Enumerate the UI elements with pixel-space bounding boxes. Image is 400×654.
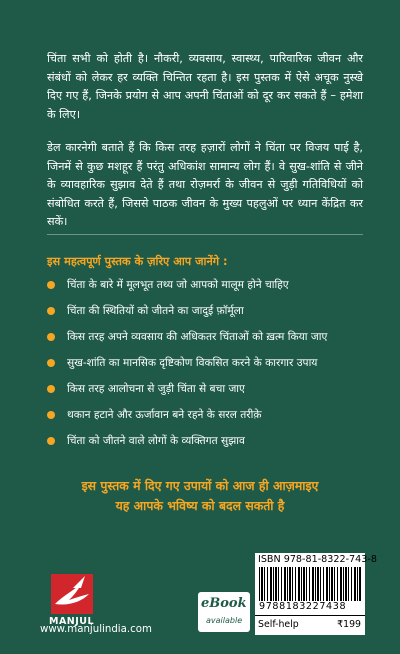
learn-list (47, 276, 377, 458)
bullet-dot-icon (47, 437, 55, 445)
publisher-name: MANJUL (49, 616, 95, 627)
list-item (47, 276, 377, 302)
barcode-block (255, 553, 377, 635)
intro-paragraph-2: डेल कारनेगी बताते हैं कि किस तरह हज़ारों लोगों ने चिंता पर विजय पाई है, जिनमें से कुछ मशहूर हैं परंतु अधिकांश सामान्य लोग हैं। वे सुख-शांति से जीने के व्यावहारिक सुझाव देते हैं तथा रोज़मर्रा के जीवन से जुड़ी गतिविधियों को संबोधित करते हैं, जिससे पाठक जीवन के मुख्य पहलुओं पर ध्यान केंद्रित कर सकें। (47, 141, 363, 229)
ebook-label: eBook (201, 596, 247, 611)
cta-line-2: यह आपके भविष्य को बदल सकती है (115, 498, 285, 513)
list-item-text: चिंता के बारे में मूलभूत तथ्य जो आपको मालूम होने चाहिए (67, 279, 289, 291)
list-item (47, 432, 377, 458)
barcode-number: 9788183227438 (259, 601, 347, 612)
list-item (47, 302, 377, 328)
list-item-text: चिंता की स्थितियों को जीतने का जादुई फ़ॉर्मूला (67, 305, 244, 317)
list-item-text: चिंता को जीतने वाले लोगों के व्यक्तिगत सुझाव (67, 435, 245, 447)
ebook-badge (198, 592, 250, 632)
barcode-divider (255, 615, 365, 616)
category-label: Self-help (258, 619, 299, 630)
bullet-dot-icon (47, 333, 55, 341)
list-item-text: सुख-शांति का मानसिक दृष्टिकोण विकसित करने के कारगार उपाय (67, 357, 318, 369)
isbn-text: ISBN 978-81-8322-743-8 (258, 554, 377, 565)
ebook-available-label: available (206, 616, 243, 625)
publisher-logo (43, 558, 133, 628)
intro-paragraph-1: चिंता सभी को होती है। नौकरी, व्यवसाय, स्वास्थ्य, पारिवारिक जीवन और संबंधों को लेकर हर व्यक्ति चिन्तित रहता है। इस पुस्तक में ऐसे अचूक नुस्खे दिए गए हैं, जिनके प्रयोग से आप अपनी चिंताओं को दूर कर सकते हैं – हमेशा के लिए। (47, 52, 363, 121)
publisher-logo-mark (51, 574, 93, 614)
bullet-dot-icon (47, 281, 55, 289)
section-divider (47, 234, 363, 235)
cta-line-1: इस पुस्तक में दिए गए उपायों को आज ही आज़माइए (81, 478, 319, 493)
bullet-dot-icon (47, 385, 55, 393)
learn-heading: इस महत्वपूर्ण पुस्तक के ज़रिए आप जानेंगे : (47, 255, 228, 268)
price-label: ₹199 (337, 619, 361, 630)
list-item (47, 354, 377, 380)
list-item (47, 328, 377, 354)
bullet-dot-icon (47, 359, 55, 367)
bullet-dot-icon (47, 411, 55, 419)
list-item-text: किस तरह अपने व्यवसाय की अधिकतर चिंताओं को ख़त्म किया जाए (67, 331, 328, 343)
barcode-icon (259, 567, 361, 601)
list-item (47, 406, 377, 432)
publisher-website[interactable]: www.manjulindia.com (40, 624, 152, 635)
bullet-dot-icon (47, 307, 55, 315)
list-item-text: किस तरह आलोचना से जुड़ी चिंता से बचा जाए (67, 383, 245, 395)
list-item (47, 380, 377, 406)
list-item-text: थकान हटाने और ऊर्जावान बने रहने के सरल तरीक़े (67, 409, 262, 421)
bird-icon (51, 574, 93, 614)
